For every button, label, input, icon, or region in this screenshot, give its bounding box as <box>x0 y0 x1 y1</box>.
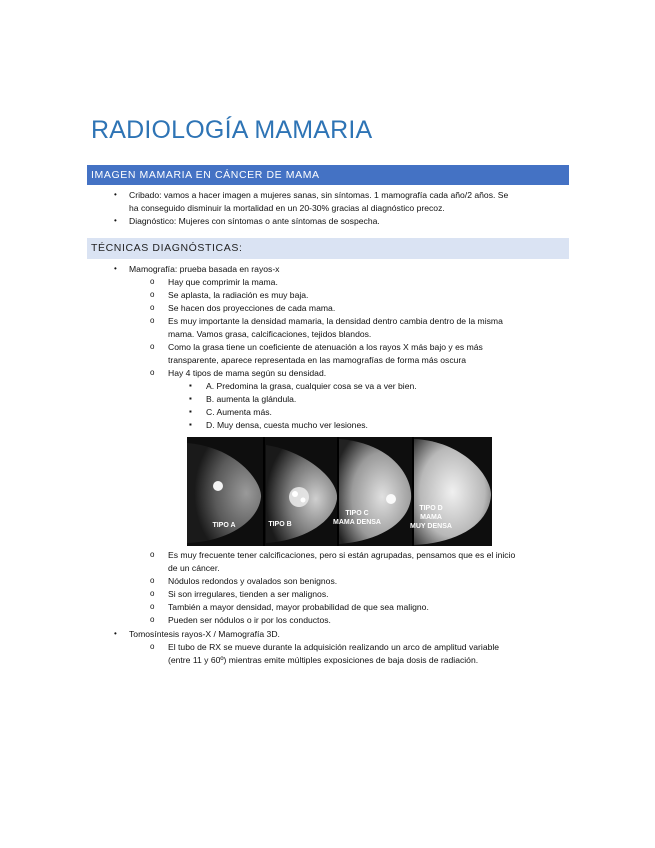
label-tipo-d: TIPO D MAMA MUY DENSA <box>410 505 452 530</box>
square-bullet: ▪ <box>189 394 192 403</box>
bullet: • <box>114 190 117 199</box>
sub-bullet: o <box>150 576 155 585</box>
list-item-line: Se aplasta, la radiación es muy baja. <box>168 290 309 300</box>
list-item-line: Si son irregulares, tienden a ser malignos. <box>168 589 329 599</box>
sub-bullet: o <box>150 589 155 598</box>
list-item-line: Nódulos redondos y ovalados son benignos. <box>168 576 338 586</box>
list-item-line: Cribado: vamos a hacer imagen a mujeres sanas, sin síntomas. 1 mamografía cada año/2 años. Se <box>129 190 509 200</box>
list-item-line: Hay que comprimir la mama. <box>168 277 278 287</box>
list-item-line: También a mayor densidad, mayor probabilidad de que sea maligno. <box>168 602 429 612</box>
sub-bullet: o <box>150 642 155 651</box>
list-item-line: Pueden ser nódulos o ir por los conductos. <box>168 615 331 625</box>
mammography-density-image <box>187 437 492 546</box>
list-item-line: Es muy frecuente tener calcificaciones, pero si están agrupadas, pensamos que es el inicio <box>168 550 516 560</box>
page-title: RADIOLOGÍA MAMARIA <box>91 116 373 144</box>
label-tipo-a: TIPO A <box>212 522 236 529</box>
tomosintesis-label: Tomosíntesis rayos-X / Mamografía 3D. <box>129 629 280 639</box>
bullet: • <box>114 264 117 273</box>
sub-bullet: o <box>150 368 155 377</box>
section-heading-tecnicas: TÉCNICAS DIAGNÓSTICAS: <box>87 238 569 259</box>
square-bullet: ▪ <box>189 420 192 429</box>
density-type-c: C. Aumenta más. <box>206 407 272 417</box>
list-item-line: Diagnóstico: Mujeres con síntomas o ante síntomas de sospecha. <box>129 216 380 226</box>
list-item-line: (entre 11 y 60º) mientras emite múltiples exposiciones de baja dosis de radiación. <box>168 655 479 665</box>
list-item-line: mama. Vamos grasa, calcificaciones, tejidos blandos. <box>168 329 372 339</box>
bullet: • <box>114 216 117 225</box>
label-tipo-c: TIPO C MAMA DENSA <box>333 510 381 526</box>
density-type-a: A. Predomina la grasa, cualquier cosa se va a ver bien. <box>206 381 417 391</box>
density-type-d: D. Muy densa, cuesta mucho ver lesiones. <box>206 420 368 430</box>
label-tipo-b: TIPO B <box>268 521 292 528</box>
list-item-line: El tubo de RX se mueve durante la adquisición realizando un arco de amplitud variable <box>168 642 500 652</box>
list-item-line: de un cáncer. <box>168 563 220 573</box>
list-item-line: ha conseguido disminuir la mortalidad en un 20-30% gracias al diagnóstico precoz. <box>129 203 445 213</box>
sub-bullet: o <box>150 342 155 351</box>
list-item-line: Es muy importante la densidad mamaria, la densidad dentro cambia dentro de la misma <box>168 316 503 326</box>
sub-bullet: o <box>150 303 155 312</box>
list-item-line: Hay 4 tipos de mama según su densidad. <box>168 368 327 378</box>
section-heading-imagen-mamaria: IMAGEN MAMARIA EN CÁNCER DE MAMA <box>87 165 569 185</box>
sub-bullet: o <box>150 277 155 286</box>
square-bullet: ▪ <box>189 381 192 390</box>
sub-bullet: o <box>150 602 155 611</box>
mamografia-label: Mamografía: prueba basada en rayos-x <box>129 264 280 274</box>
list-item-line: Se hacen dos proyecciones de cada mama. <box>168 303 336 313</box>
sub-bullet: o <box>150 550 155 559</box>
bullet: • <box>114 629 117 638</box>
sub-bullet: o <box>150 615 155 624</box>
list-item-line: transparente, aparece representada en las mamografías de forma más oscura <box>168 355 467 365</box>
square-bullet: ▪ <box>189 407 192 416</box>
density-type-b: B. aumenta la glándula. <box>206 394 297 404</box>
sub-bullet: o <box>150 316 155 325</box>
sub-bullet: o <box>150 290 155 299</box>
list-item-line: Como la grasa tiene un coeficiente de atenuación a los rayos X más bajo y es más <box>168 342 483 352</box>
